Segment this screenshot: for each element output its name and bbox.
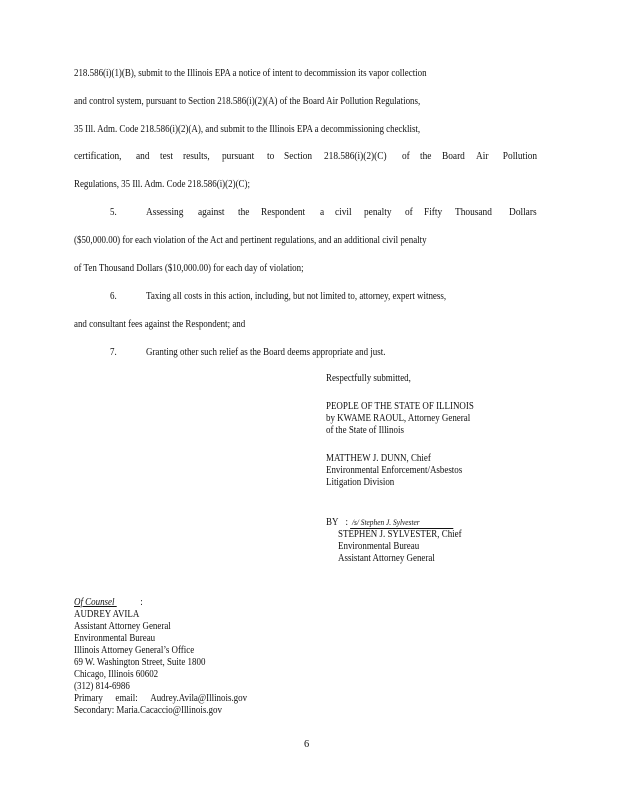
of-counsel-rule (114, 597, 143, 609)
word: Respondent (260, 207, 306, 218)
paragraph-6-number: 6. (110, 291, 117, 302)
body-line-3: 35 Ill. Adm. Code 218.586(i)(2)(A), and submit to the Illinois EPA a decommissioning checklist, (74, 124, 421, 135)
paragraph-7-number: 7. (110, 347, 117, 358)
by-signature-line (326, 517, 474, 529)
counsel-street: 69 W. Washington Street, Suite 1800 (74, 657, 206, 668)
counsel-secondary-email[interactable]: Secondary: Maria.Cacaccio@Illinois.gov (74, 705, 222, 716)
by-colon: : (345, 517, 348, 528)
sylvester-title: Assistant Attorney General (338, 553, 435, 564)
body-line-5: Regulations, 35 Ill. Adm. Code 218.586(i)(2)(C); (74, 179, 250, 190)
word: the (419, 151, 432, 162)
closing: Respectfully submitted, (326, 373, 411, 384)
dunn-division-2: Litigation Division (326, 477, 395, 488)
of-counsel-heading (74, 597, 247, 609)
word: of (402, 151, 411, 162)
word: penalty (364, 207, 392, 218)
body-line-7: ($50,000.00) for each violation of the Act and pertinent regulations, and an additional civil penalty (74, 235, 427, 246)
counsel-office: Illinois Attorney General’s Office (74, 645, 195, 656)
electronic-signature: /s/ Stephen J. Sylvester (351, 517, 420, 527)
paragraph-5-first-line (146, 207, 537, 219)
counsel-title: Assistant Attorney General (74, 621, 171, 632)
body-line-2: and control system, pursuant to Section 218.586(i)(2)(A) of the Board Air Pollution Regulations, (74, 96, 421, 107)
word: the (237, 207, 250, 218)
dunn-division-1: Environmental Enforcement/Asbestos (326, 465, 463, 476)
word: certification, (74, 151, 122, 162)
counsel-city: Chicago, Illinois 60602 (74, 669, 159, 680)
word: Board (441, 151, 465, 162)
of-the-state: of the State of Illinois (326, 425, 404, 436)
counsel-primary-email-line (74, 693, 247, 705)
of-counsel-colon: : (140, 597, 143, 608)
primary-email-label: email: (115, 693, 138, 704)
word: civil (335, 207, 353, 218)
paragraph-6-text: Taxing all costs in this action, including, but not limited to, attorney, expert witness, (146, 291, 447, 302)
word: Air (476, 151, 489, 162)
paragraph-7-text: Granting other such relief as the Board deems appropriate and just. (146, 347, 386, 358)
word: test (159, 151, 173, 162)
counsel-name: AUDREY AVILA (74, 609, 140, 620)
body-line-4-justified (74, 151, 537, 163)
dunn-name: MATTHEW J. DUNN, Chief (326, 453, 431, 464)
people-of-illinois: PEOPLE OF THE STATE OF ILLINOIS (326, 401, 474, 412)
word: Assessing (146, 207, 184, 218)
body-line-10: and consultant fees against the Respondent; and (74, 319, 246, 330)
counsel-phone: (312) 814-6986 (74, 681, 130, 692)
word: to (266, 151, 274, 162)
sylvester-name: STEPHEN J. SYLVESTER, Chief (338, 529, 462, 540)
body-line-8: of Ten Thousand Dollars ($10,000.00) for each day of violation; (74, 263, 304, 274)
word: of (405, 207, 414, 218)
word: Dollars (509, 207, 537, 218)
word: Pollution (502, 151, 537, 162)
counsel-bureau: Environmental Bureau (74, 633, 156, 644)
signature-underline (350, 517, 453, 529)
word: Section (283, 151, 312, 162)
of-counsel-label: Of Counsel (74, 597, 115, 608)
paragraph-5-number: 5. (110, 207, 117, 218)
of-counsel-block (74, 597, 247, 717)
by-attorney-general: by KWAME RAOUL, Attorney General (326, 413, 471, 424)
word: and (135, 151, 150, 162)
primary-label: Primary (74, 693, 103, 704)
word: pursuant (221, 151, 255, 162)
word: Thousand (455, 207, 492, 218)
word: results, (183, 151, 210, 162)
sylvester-bureau: Environmental Bureau (338, 541, 420, 552)
page-number: 6 (304, 739, 310, 750)
primary-email[interactable]: Audrey.Avila@Illinois.gov (150, 693, 248, 704)
signature-block (326, 373, 474, 565)
word: Fifty (424, 207, 443, 218)
by-label: BY (326, 517, 339, 528)
word: against (197, 207, 225, 218)
body-line-1: 218.586(i)(1)(B), submit to the Illinois EPA a notice of intent to decommission its vapor collection (74, 68, 427, 79)
word: 218.586(i)(2)(C) (323, 151, 387, 162)
word: a (320, 207, 325, 218)
